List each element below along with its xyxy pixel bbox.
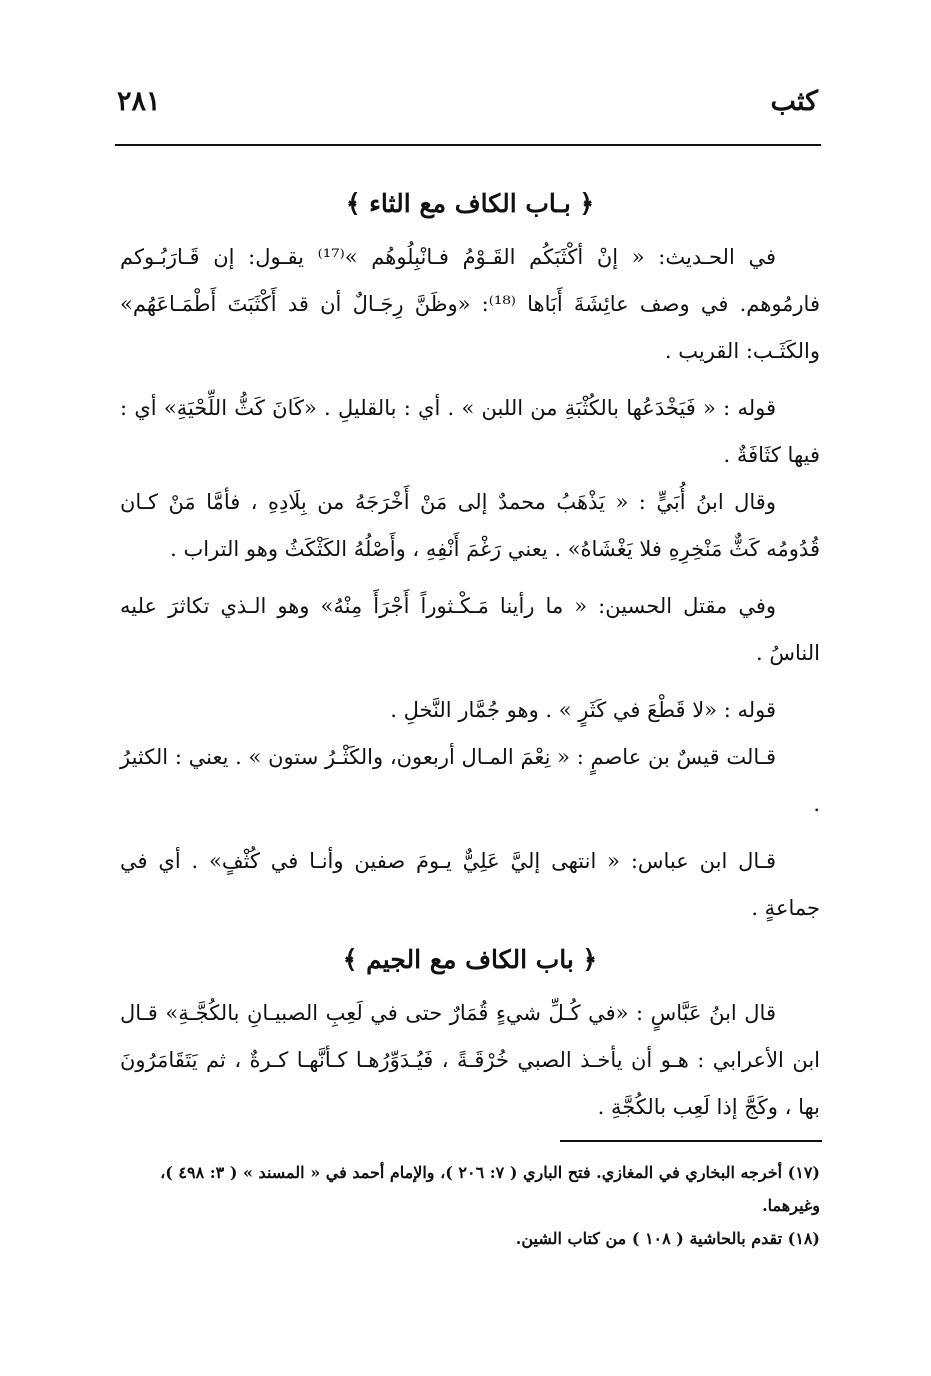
header-divider	[115, 144, 821, 146]
paragraph: قوله : « فَيَخْدَعُها بالكُثْبَةِ من اللبن » . أي : بالقليلِ . «كَانَ كَثُّ اللِّحْيَةِ» أي : فيها كثَافَةٌ .	[120, 396, 820, 467]
paragraph: قـالت قيسٌ بن عاصمٍ : « نِعْمَ المـال أربعون، والكَثْـرُ ستون » . يعني : الكثيرُ .	[120, 745, 820, 816]
section-heading-kaf-tha: ﴿ بـاب الكاف مع الثاء ﴾	[345, 189, 595, 218]
footnote-divider	[560, 1140, 822, 1142]
paragraph: في الحـديث: « إنْ أكْثَبَكُم القَـوْمُ فـانْبِلُوهُم »⁽¹⁷⁾ يقـول: إن قَـارَبُـوكم فارمُوهم. في وصف عائِشَةَ أَبَاها ⁽¹⁸⁾: «وظَنَّ رِجَـالٌ أن قد أَكْثَبَتَ أَطْمَـاعَهُم» والكَثَـب: القريب .	[120, 245, 820, 363]
paragraph: قوله : «لا قَطْعَ في كَثَرٍ » . وهو جُمَّار النَّخلِ .	[390, 698, 776, 722]
footnote-17: (١٧) أخرجه البخاري في المغازي. فتح الباري ( ٧: ٢٠٦ )، والإمام أحمد في « المسند » ( ٣: ٤٩٨ )، وغيرهما.	[160, 1163, 820, 1215]
main-text	[120, 176, 820, 1131]
section-heading-kaf-jim: ﴿ باب الكاف مع الجيم ﴾	[342, 945, 598, 974]
paragraph: وفي مقتل الحسين: « ما رأينا مَـكْـثوراً أَجْرَأَ مِنْهُ» وهو الـذي تكاثرَ عليه الناسُ .	[120, 594, 820, 665]
footnotes	[120, 1156, 820, 1255]
paragraph: وقال ابنُ أُبَيٍّ : « يَذْهَبُ محمدٌ إلى مَنْ أَخْرَجَهُ من بِلَادِهِ ، فأمَّا مَنْ كـان قُدُومُه كَثٌّ مَنْخِرِهِ فلا يَغْشَاهُ» . يعني رَغْمَ أَنْفِهِ ، وأَصْلُهُ الكَثْكَثُ وهو التراب .	[120, 490, 820, 561]
page-number: ٢٨١	[117, 86, 161, 117]
running-title: كثب	[770, 86, 818, 117]
footnote-18: (١٨) تقدم بالحاشية ( ١٠٨ ) من كتاب الشين.	[515, 1229, 820, 1248]
paragraph: قال ابنُ عَبَّاسٍ : «في كُـلِّ شيءٍ قُمَارٌ حتى في لَعِبِ الصبيـانِ بالكُجَّـةِ» قـال ابن الأعرابي : هـو أن يأخـذ الصبي خُرْقَـةً ، فَيُـدَوِّرُهـا كـأنَّهـا كـرةٌ ، ثم يَتَقَامَرُونَ بها ، وكَجَّ إذا لَعِب بالكُجَّةِ .	[120, 1001, 820, 1119]
paragraph: قـال ابن عباس: « انتهى إليَّ عَلِيٌّ يـومَ صفين وأنـا في كُثْفٍ» . أي في جماعةٍ .	[120, 849, 820, 920]
